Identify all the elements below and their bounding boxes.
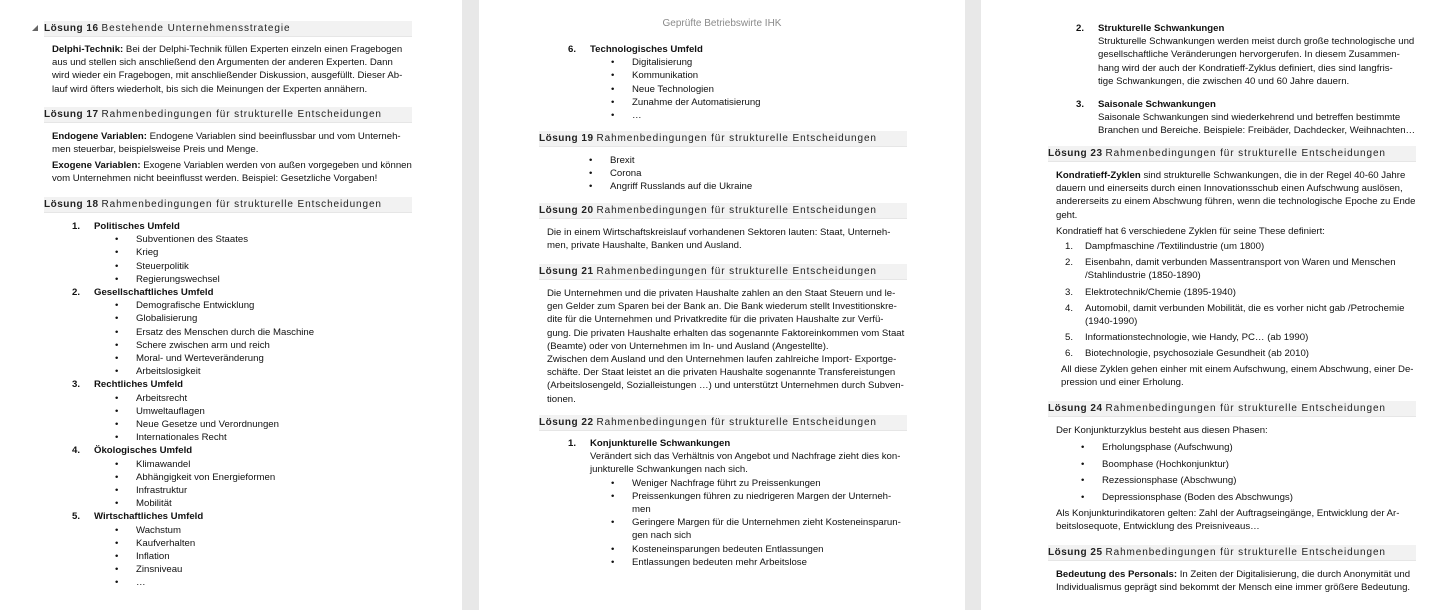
list-item: 4. Automobil, damit verbunden Mobilität, die es vorher nicht gab /Petrochemie (1940-1990): [1065, 302, 1405, 328]
list-item: • Neue Gesetze und Verordnungen: [115, 418, 414, 431]
list-item: • Weniger Nachfrage führt zu Preissenkungen: [611, 477, 920, 490]
list-item: • Klimawandel: [115, 458, 414, 471]
list-item: • Kommunikation: [611, 69, 920, 82]
saisonale-schwankungen: 3. Saisonale Schwankungen Saisonale Schwankungen sind wiederkehrend und betreffen bestimmte Branchen und Bereiche. Beispiele: Freibäder, Dachdecker, Weihnachten…: [1076, 99, 1416, 137]
page-right: [981, 0, 1445, 610]
list-item: • Subventionen des Staates: [115, 233, 414, 246]
loesung-21-paragraph: Die Unternehmen und die privaten Haushalte zahlen an den Staat Steuern und le- gen Gelder zum Sparen bei der Bank an. Die Bank wiederum stellt Investitionskre- dite für die Unternehmen und Privatkredite für die privaten Haushalte zur Verfü- gung. Die privaten Haushalte erhalten das sogenannte Faktoreinkommen vom Staat (Beamte) oder von Unternehmen im In- und Ausland (Angestellte). Zwischen dem Ausland und den Unternehmen laufen zahlreiche Import- Exportge- schäfte. Der Staat leistet an die privaten Haushalte sogenannte Transfereistungen (Arbeitslosengeld, Sozialleistungen …) und unterstützt Unternehmen durch Subven- tionen.: [547, 288, 905, 405]
endogene-paragraph: Endogene Variablen: Endogene Variablen sind beeinflussbar und vom Unterneh- men steuerbar, beispielsweise Preis und Menge.: [52, 131, 401, 156]
list-item: • Arbeitslosigkeit: [115, 365, 414, 378]
heading-loesung-23: Lösung 23 Rahmenbedingungen für strukturelle Entscheidungen: [1048, 146, 1416, 162]
list-item: • …: [115, 576, 414, 589]
umfeld-wirtschaftlich: 5. Wirtschaftliches Umfeld • Wachstum • Kaufverhalten • Inflation • Zinsniveau • …: [94, 510, 414, 589]
heading-loesung-21: Lösung 21 Rahmenbedingungen für strukturelle Entscheidungen: [539, 264, 907, 280]
heading-loesung-24: Lösung 24 Rahmenbedingungen für strukturelle Entscheidungen: [1048, 401, 1416, 417]
loesung-20-paragraph: Die in einem Wirtschaftskreislauf vorhandenen Sektoren lauten: Staat, Unterneh- men, private Haushalte, Banken und Ausland.: [547, 227, 891, 252]
list-item: • Internationales Recht: [115, 431, 414, 444]
list-item: • Schere zwischen arm und reich: [115, 339, 414, 352]
list-item: • Boomphase (Hochkonjunktur): [1081, 458, 1421, 471]
heading-loesung-16: Lösung 16 Bestehende Unternehmensstrategie: [44, 21, 412, 37]
list-item: • Rezessionsphase (Abschwung): [1081, 474, 1421, 487]
list-item: 6. Biotechnologie, psychosoziale Gesundheit (ab 2010): [1065, 348, 1310, 360]
list-item: • Arbeitsrecht: [115, 392, 414, 405]
list-item: 3. Elektrotechnik/Chemie (1895-1940): [1065, 286, 1236, 298]
umfeld-list: [72, 220, 414, 590]
list-item: • Kaufverhalten: [115, 537, 414, 550]
exogene-paragraph: Exogene Variablen: Exogene Variablen werden von außen vorgegeben und können vom Unternehmen nicht beeinflusst werden. Beispiel: Gesetzliche Vorgaben!: [52, 160, 412, 185]
list-item: • Zunahme der Automatisierung: [611, 96, 920, 109]
list-item: • Mobilität: [115, 497, 414, 510]
list-item: • Neue Technologien: [611, 83, 920, 96]
list-item: • Moral- und Werteveränderung: [115, 352, 414, 365]
list-item: • Wachstum: [115, 524, 414, 537]
list-item: • Brexit: [589, 154, 919, 167]
list-item: • Umweltauflagen: [115, 405, 414, 418]
list-item: • Regierungswechsel: [115, 273, 414, 286]
list-item: • Corona: [589, 167, 919, 180]
list-item: • Zinsniveau: [115, 563, 414, 576]
umfeld-oekologisch: 4. Ökologisches Umfeld • Klimawandel • Abhängigkeit von Energieformen • Infrastruktur • Mobilität: [94, 444, 414, 510]
heading-loesung-20: Lösung 20 Rahmenbedingungen für strukturelle Entscheidungen: [539, 203, 907, 219]
list-item: • Steuerpolitik: [115, 260, 414, 273]
konjunkturelle-schwankungen: 1. Konjunkturelle Schwankungen Verändert sich das Verhältnis von Angebot und Nachfrage zieht dies kon- junkturelle Schwankungen nach sich. • Weniger Nachfrage führt zu Preissenkungen • Preissenkungen führen zu niedrigeren Margen der Unterneh- men • Geringere Margen für die Unternehmen zieht Kosteneinsparun- gen nach sich • Kosteneinsparungen bedeuten Entlassungen • Entlassungen bedeuten mehr Arbeitslose: [590, 437, 920, 569]
heading-loesung-25: Lösung 25 Rahmenbedingungen für strukturelle Entscheidungen: [1048, 545, 1416, 561]
list-item: 5. Informationstechnologie, wie Handy, PC… (ab 1990): [1065, 332, 1309, 344]
list-item: • Krieg: [115, 246, 414, 259]
list-item: • Ersatz des Menschen durch die Maschine: [115, 326, 414, 339]
page-middle: [479, 0, 965, 610]
list-item: • Infrastruktur: [115, 484, 414, 497]
umfeld-rechtlich: 3. Rechtliches Umfeld • Arbeitsrecht • Umweltauflagen • Neue Gesetze und Verordnungen • Internationales Recht: [94, 378, 414, 444]
personal-paragraph: Bedeutung des Personals: In Zeiten der Digitalisierung, die durch Anonymität und Individualismus geprägt sind bekommt der Mensch eine immer größere Bedeutung.: [1056, 569, 1411, 594]
technologisches-umfeld: 6. Technologisches Umfeld • Digitalisierung • Kommunikation • Neue Technologien • Zunahme der Automatisierung • …: [590, 43, 920, 122]
heading-loesung-22: Lösung 22 Rahmenbedingungen für strukturelle Entscheidungen: [539, 415, 907, 431]
list-item: • …: [611, 109, 920, 122]
umfeld-gesellschaftlich: 2. Gesellschaftliches Umfeld • Demografische Entwicklung • Globalisierung • Ersatz des Menschen durch die Maschine • Schere zwischen arm und reich • Moral- und Werteveränderung • Arbeitslosigkeit: [94, 286, 414, 378]
umfeld-politisch: 1. Politisches Umfeld • Subventionen des Staates • Krieg • Steuerpolitik • Regierungswechsel: [94, 220, 414, 286]
heading-loesung-17: Lösung 17 Rahmenbedingungen für strukturelle Entscheidungen: [44, 107, 412, 123]
running-header: Geprüfte Betriebswirte IHK: [662, 18, 782, 29]
strukturelle-schwankungen: 2. Strukturelle Schwankungen Strukturelle Schwankungen werden meist durch große technologische und gesellschaftliche Veränderungen hervorgerufen. In diesem Zusammen- hang wird der auch der Kondratieff-Zyklus definiert, dies sind langfris- tige Schwankungen, die zwischen 40 und 60 Jahre dauern.: [1076, 23, 1415, 87]
heading-loesung-18: Lösung 18 Rahmenbedingungen für strukturelle Entscheidungen: [44, 197, 412, 213]
list-item: 1. Dampfmaschine /Textilindustrie (um 1800): [1065, 241, 1265, 252]
list-item: • Depressionsphase (Boden des Abschwungs): [1081, 491, 1421, 504]
list-item: • Angriff Russlands auf die Ukraine: [589, 180, 919, 193]
phasen-intro: Der Konjunkturzyklus besteht aus diesen Phasen:: [1056, 425, 1268, 436]
collapse-triangle-icon[interactable]: [32, 25, 38, 31]
list-item: • Demografische Entwicklung: [115, 299, 414, 312]
heading-loesung-19: Lösung 19 Rahmenbedingungen für strukturelle Entscheidungen: [539, 131, 907, 147]
page-left: [0, 0, 462, 610]
zyklen-outro: All diese Zyklen gehen einher mit einem Aufschwung, einem Abschwung, einer De- pression und einer Erholung.: [1061, 364, 1414, 389]
kondratieff-paragraph: Kondratieff-Zyklen sind strukturelle Schwankungen, die in der Regel 40-60 Jahre dauern und einerseits durch einen Innovationsschub einen Aufschwung auslösen, andererseits zu einem Abschwung führen, wenn die technologische Epoche zu Ende geht. Kondratieff hat 6 verschiedene Zyklen für seine These definiert:: [1056, 170, 1416, 237]
indikatoren-paragraph: Als Konjunkturindikatoren gelten: Zahl der Auftragseingänge, Entwicklung der Ar- beitslosequote, Entwicklung des Preisniveaus…: [1056, 508, 1400, 533]
phasen-list: [1081, 441, 1421, 504]
zyklen-list: [1065, 240, 1425, 364]
list-item: • Erholungsphase (Aufschwung): [1081, 441, 1421, 454]
list-item: • Kosteneinsparungen bedeuten Entlassungen: [611, 543, 920, 556]
delphi-paragraph: Delphi-Technik: Bei der Delphi-Technik füllen Experten einzeln einen Fragebogen aus und stellen sich anschließend den Argumenten der anderen Experten. Dann wird wieder ein Fragebogen, mit anschließender Diskussion, ausgefüllt. Dieser Ab- lauf wird öfters wiederholt, bis sich die Meinungen der Experten annähern.: [52, 44, 403, 95]
list-item: • Preissenkungen führen zu niedrigeren Margen der Unterneh- men: [611, 490, 920, 516]
list-item: • Globalisierung: [115, 312, 414, 325]
list-item: • Geringere Margen für die Unternehmen zieht Kosteneinsparun- gen nach sich: [611, 516, 920, 542]
list-item: 2. Eisenbahn, damit verbunden Massentransport von Waren und Menschen /Stahlindustrie (1850-1890): [1065, 257, 1396, 282]
list-item: • Digitalisierung: [611, 56, 920, 69]
list-item: • Entlassungen bedeuten mehr Arbeitslose: [611, 556, 920, 569]
loesung-19-list: [589, 154, 919, 194]
list-item: • Inflation: [115, 550, 414, 563]
list-item: • Abhängigkeit von Energieformen: [115, 471, 414, 484]
